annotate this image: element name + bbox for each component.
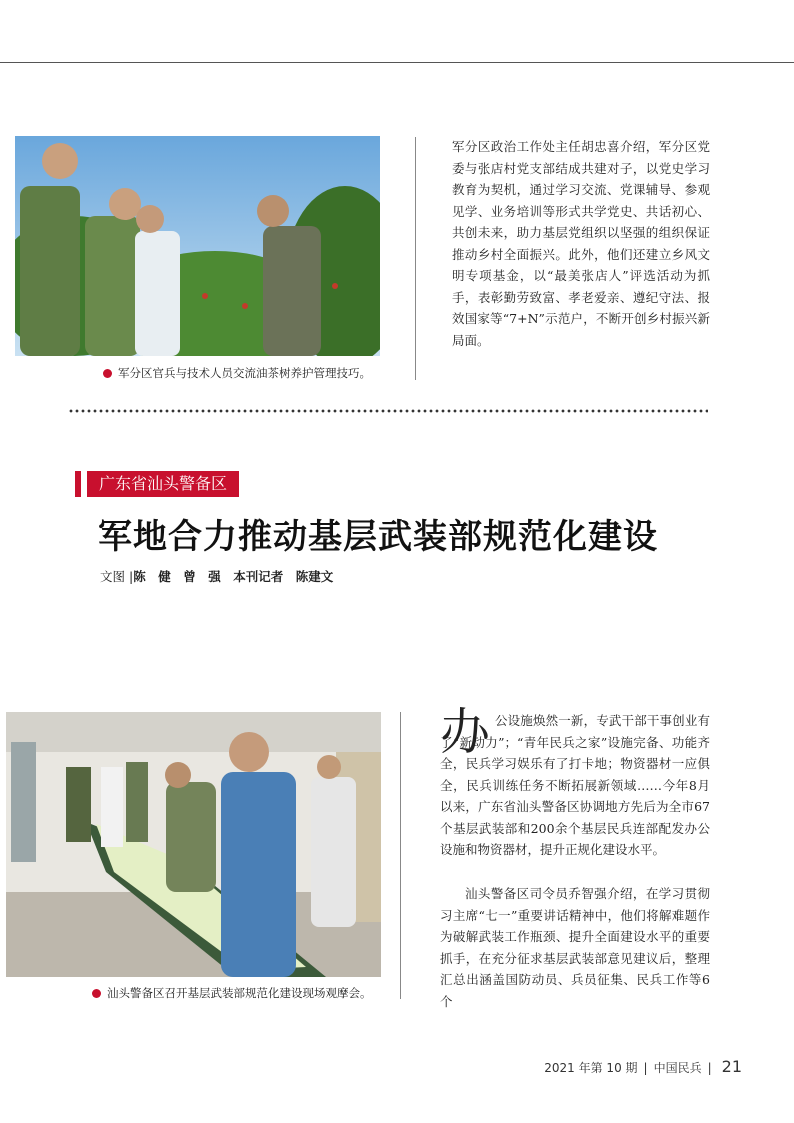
photo-caption — [103, 365, 371, 381]
body-paragraph: 汕头警备区司令员乔智强介绍，在学习贯彻习主席“七一”重要讲话精神中，他们将解难题作为破解武装工作瓶颈、提升全面建设水平的重要抓手，在充分征求基层武装部意见建议后，整理汇总出涵盖国防动员、兵员征集、民兵工作等6个 — [440, 886, 710, 1009]
bullet-icon — [103, 369, 112, 378]
body-paragraph: 公设施焕然一新，专武干部干事创业有了“新动力”；“青年民兵之家”设施完备、功能齐全，民兵学习娱乐有了打卡地；物资器材一应俱全，民兵训练任务不断拓展新领域……今年8月以来，广东省汕头警备区协调地方先后为全市67个基层武装部和200余个基层民兵连部配发办公设施和物资器材，提升正规化建设水平。 — [440, 713, 710, 857]
bullet-icon — [92, 989, 101, 998]
byline-prefix: 文图 | — [100, 569, 134, 584]
byline-authors: 陈 健 曾 强 本刊记者 陈建文 — [133, 569, 334, 584]
photo-tea-orchard — [15, 136, 380, 356]
section-tag: 广东省汕头警备区 — [87, 471, 239, 497]
dotted-separator — [68, 409, 708, 413]
magazine-name: 中国民兵 — [653, 1061, 702, 1075]
drop-cap: 办 — [440, 703, 490, 761]
issue-label: 2021 年第 10 期 — [544, 1061, 638, 1075]
column-divider — [400, 712, 401, 999]
photo-caption — [92, 985, 372, 1001]
caption-text: 汕头警备区召开基层武装部规范化建设现场观摩会。 — [107, 986, 372, 1000]
header-rule — [0, 62, 794, 63]
column-divider — [415, 137, 416, 380]
caption-text: 军分区官兵与技术人员交流油茶树养护管理技巧。 — [118, 366, 371, 380]
article-headline: 军地合力推动基层武装部规范化建设 — [98, 517, 658, 557]
section-tag-bar — [75, 471, 81, 497]
page-footer: 2021 年第 10 期 | 中国民兵 | 21 — [544, 1057, 742, 1076]
page-number: 21 — [721, 1057, 742, 1076]
byline — [100, 567, 333, 585]
body-paragraph: 军分区政治工作处主任胡忠喜介绍，军分区党委与张店村党支部结成共建对子，以党史学习教育为契机，通过学习交流、党课辅导、参观见学、业务培训等形式共学党史、共话初心、共创未来，助力基层党组织以坚强的组织保证推动乡村全面振兴。此外，他们还建立乡风文明专项基金，以“最美张店人”评选活动为抓手，表彰勤劳致富、孝老爱亲、遵纪守法、报效国家等“7+N”示范户，不断开创乡村振兴新局面。 — [452, 139, 710, 348]
photo-observation-meeting — [6, 712, 381, 977]
